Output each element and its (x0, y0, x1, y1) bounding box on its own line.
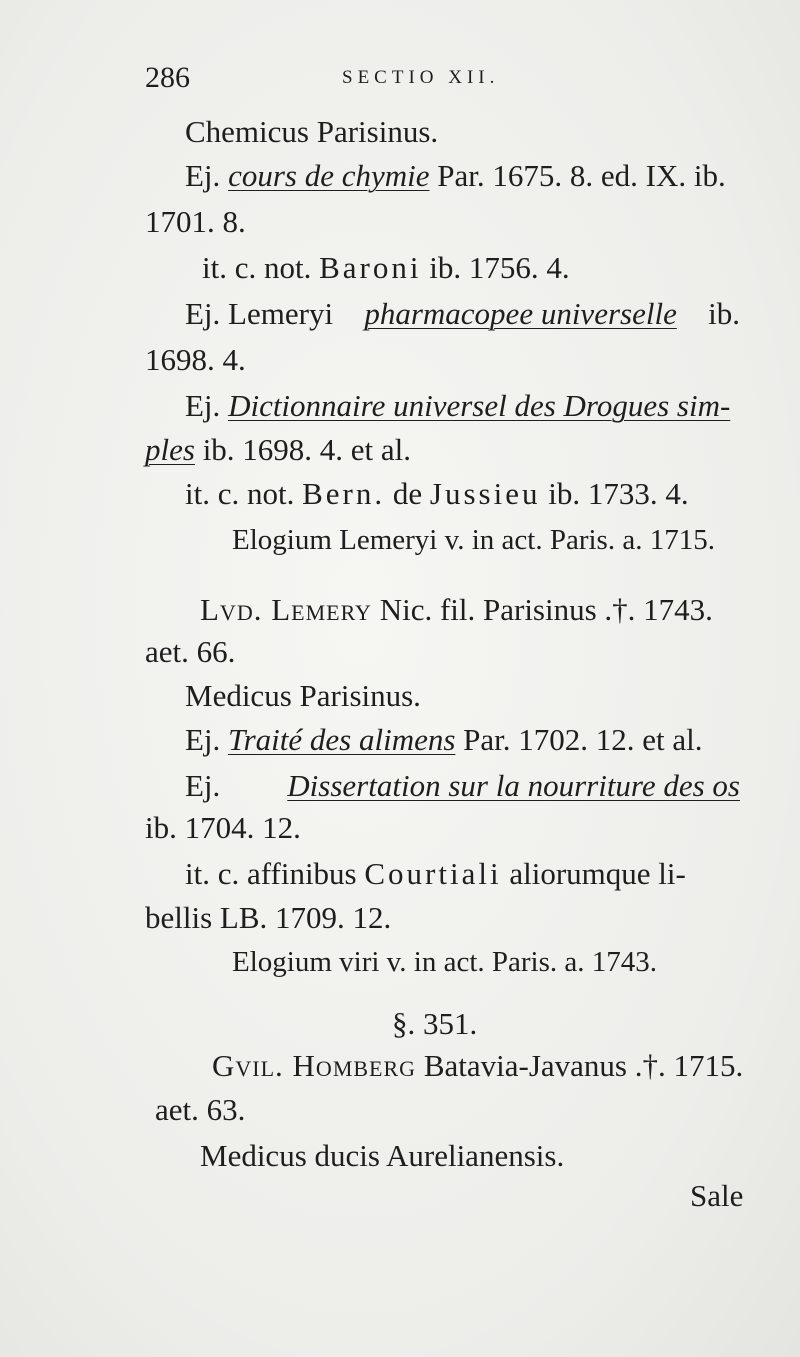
author-name: Bern. (302, 476, 386, 511)
text-line-19: Elogium viri v. in act. Paris. a. 1743. (232, 946, 658, 978)
text-line-15: Ej. Dissertation sur la nourriture des os (185, 766, 740, 806)
text-line-7: Ej. Dictionnaire universel des Drogues sim- (185, 388, 731, 423)
author-name: Gvil. Homberg (212, 1048, 417, 1083)
text-line-4: it. c. not. Baroni ib. 1756. 4. (202, 250, 570, 285)
author-name: Baroni (319, 250, 422, 285)
text-line-9: it. c. not. Bern. de Jussieu ib. 1733. 4. (185, 476, 689, 511)
book-title: pharmacopee universelle (364, 296, 677, 331)
text-line-8: ples ib. 1698. 4. et al. (145, 432, 412, 467)
book-title: Traité des alimens (228, 722, 456, 757)
text-line-12: aet. 66. (145, 634, 236, 669)
book-title: Dictionnaire universel des Drogues sim- (228, 388, 731, 423)
text-line-21: Gvil. Homberg Batavia-Javanus .†. 1715. (212, 1048, 744, 1083)
text-line-13: Medicus Parisinus. (185, 678, 421, 713)
section-heading: §. 351. (392, 1006, 478, 1041)
book-title: ples (145, 432, 195, 467)
text-line-5: Ej. Lemeryi pharmacopee universelle ib. (185, 294, 740, 334)
text-line-10: Elogium Lemeryi v. in act. Paris. a. 1715. (232, 524, 715, 556)
text-line-23: Medicus ducis Aurelianensis. (200, 1138, 565, 1173)
running-head: SECTIO XII. (342, 67, 500, 88)
book-title: Dissertation sur la nourriture des os (287, 768, 740, 803)
page-number: 286 (145, 61, 190, 94)
text-line-6: 1698. 4. (145, 342, 246, 377)
text-line-3: 1701. 8. (145, 204, 246, 239)
text-line-11: Lvd. Lemery Nic. fil. Parisinus .†. 1743. (200, 592, 713, 627)
author-name: Jussieu (429, 476, 541, 511)
text-line-17: it. c. affinibus Courtiali aliorumque li- (185, 856, 686, 891)
author-name: Lvd. Lemery (200, 592, 372, 627)
book-title: cours de chymie (228, 158, 430, 193)
text-line-18: bellis LB. 1709. 12. (145, 900, 392, 935)
text-line-1: Chemicus Parisinus. (185, 114, 439, 149)
text-line-16: ib. 1704. 12. (145, 810, 301, 845)
text-line-22: aet. 63. (155, 1092, 246, 1127)
catchword: Sale (690, 1178, 744, 1213)
text-line-14: Ej. Traité des alimens Par. 1702. 12. et al. (185, 722, 703, 757)
author-name: Courtiali (364, 856, 502, 891)
text-line-2: Ej. cours de chymie Par. 1675. 8. ed. IX. ib. (185, 158, 726, 193)
